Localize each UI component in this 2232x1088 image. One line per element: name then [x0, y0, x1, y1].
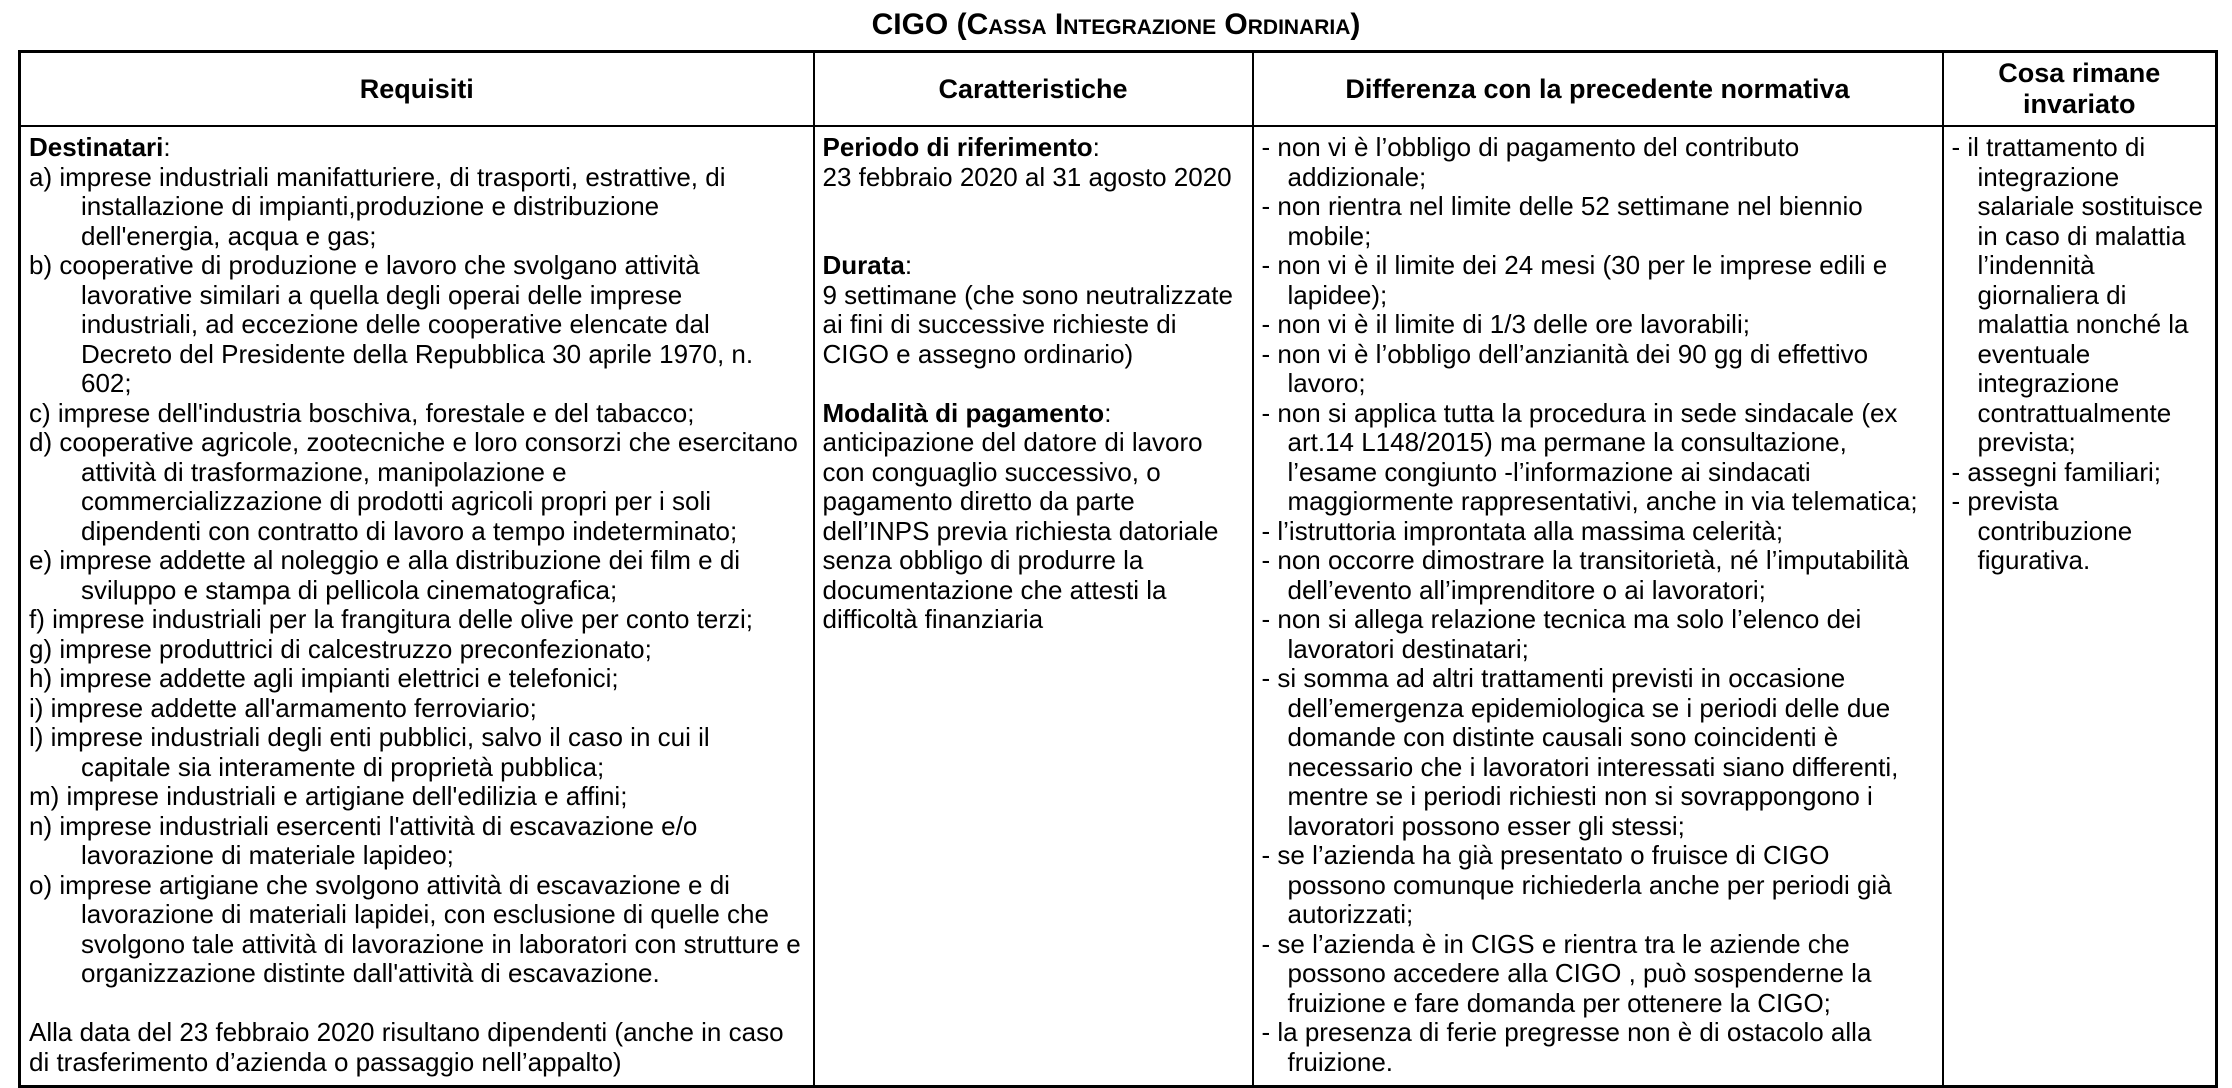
requisiti-heading — [29, 133, 805, 163]
section-periodo-colon: : — [1092, 132, 1100, 162]
differenza-item: - non si allega relazione tecnica ma solo l’elenco dei lavoratori destinatari; — [1261, 604, 1862, 664]
requisiti-item-d: d) cooperative agricole, zootecniche e loro consorzi che esercitano attività di trasformazione, manipolazione e commercializzazione di prodotti agricoli propri per i soli dipendenti con contratto di lavoro a tempo indeterminato; — [29, 427, 798, 546]
requisiti-item-b: b) cooperative di produzione e lavoro che svolgano attività lavorative similari a quella degli operai delle imprese industriali, ad eccezione delle cooperative elencate dal Decreto del Presidente della Repubblica 30 aprile 1970, n. 602; — [29, 250, 754, 398]
section-pagamento — [823, 399, 1244, 635]
requisiti-item-n: n) imprese industriali esercenti l'attività di escavazione e/o lavorazione di materiale lapideo; — [29, 810, 698, 870]
invariato-item: - assegni familiari; — [1951, 456, 2162, 487]
section-pagamento-colon: : — [1104, 397, 1112, 428]
cell-invariato — [1943, 126, 2217, 1087]
cell-caratteristiche — [814, 126, 1253, 1087]
column-header-caratteristiche: Caratteristiche — [814, 52, 1253, 127]
section-pagamento-text: anticipazione del datore di lavoro con conguaglio successivo, o pagamento diretto da parte dell’INPS previa richiesta datoriale senza obbligo di produrre la documentazione che attesti la difficoltà finanziaria — [822, 427, 1219, 634]
differenza-item: - non si applica tutta la procedura in sede sindacale (ex art.14 L148/2015) ma permane la consultazione, l’esame congiunto -l’informazione ai sindacati maggiormente rappresentativi, anche in via telematica; — [1261, 397, 1918, 516]
differenza-item: - se l’azienda ha già presentato o fruisce di CIGO possono comunque richiederla anche per periodi già autorizzati; — [1261, 840, 1892, 929]
section-durata-label: Durata — [822, 250, 905, 280]
requisiti-heading-label: Destinatari — [29, 132, 164, 162]
requisiti-footer: Alla data del 23 febbraio 2020 risultano dipendenti (anche in caso di trasferimento d’azienda o passaggio nell’appalto) — [29, 1017, 784, 1077]
requisiti-item-e: e) imprese addette al noleggio e alla distribuzione dei film e di sviluppo e stampa di pellicola cinematografica; — [29, 545, 741, 605]
differenza-item: - non vi è il limite dei 24 mesi (30 per le imprese edili e lapidee); — [1261, 250, 1888, 310]
differenza-item: - non vi è l’obbligo dell’anzianità dei 90 gg di effettivo lavoro; — [1261, 338, 1869, 398]
section-durata-heading — [823, 251, 1244, 281]
differenza-item: - non vi è l’obbligo di pagamento del contributo addizionale; — [1261, 132, 1800, 192]
page-title — [0, 0, 2232, 43]
differenza-item: - non vi è il limite di 1/3 delle ore lavorabili; — [1261, 309, 1750, 339]
invariato-item: - il trattamento di integrazione salariale sostituisce in caso di malattia l’indennità giornaliera di malattia nonché la eventuale integrazione contrattualmente prevista; — [1951, 132, 2203, 457]
requisiti-item-m: m) imprese industriali e artigiane dell'edilizia e affini; — [29, 781, 628, 811]
requisiti-heading-colon: : — [163, 132, 171, 162]
section-pagamento-label: Modalità di pagamento — [822, 397, 1105, 428]
differenza-item: - non rientra nel limite delle 52 settimane nel biennio mobile; — [1261, 191, 1863, 251]
section-durata — [823, 251, 1244, 369]
differenza-item: - l’istruttoria improntata alla massima celerità; — [1261, 515, 1784, 546]
requisiti-item-i: i) imprese addette all'armamento ferroviario; — [29, 692, 537, 723]
section-periodo-text: 23 febbraio 2020 al 31 agosto 2020 — [822, 161, 1232, 192]
section-durata-colon: : — [904, 250, 913, 280]
table-header-row — [20, 52, 2217, 127]
section-periodo — [823, 133, 1244, 192]
cigo-table — [18, 50, 2218, 1088]
column-header-differenza: Differenza con la precedente normativa — [1253, 52, 1943, 127]
section-pagamento-heading — [823, 399, 1244, 429]
requisiti-item-o: o) imprese artigiane che svolgono attività di escavazione e di lavorazione di materiali lapidei, con esclusione di quelle che svolgono tale attività di lavorazione in laboratori con strutture e organizzazione distinte dall'attività di escavazione. — [29, 869, 801, 988]
section-periodo-heading — [823, 133, 1244, 163]
differenza-item: - non occorre dimostrare la transitorietà, né l’imputabilità dell’evento all’imprenditore o ai lavoratori; — [1261, 545, 1909, 605]
column-header-invariato: Cosa rimane invariato — [1943, 52, 2217, 127]
invariato-item: - prevista contribuzione figurativa. — [1951, 486, 2133, 575]
section-periodo-label: Periodo di riferimento — [822, 132, 1093, 162]
cell-differenza — [1253, 126, 1943, 1087]
differenza-item: - si somma ad altri trattamenti previsti in occasione dell’emergenza epidemiologica se i periodi delle due domande con distinte causali sono coincidenti è necessario che i lavoratori interessati siano differenti, mentre se i periodi richiesti non si sovrappongono i lavoratori possono esser gli stessi; — [1261, 663, 1899, 841]
page-title-smallcaps: Cassa Integrazione Ordinaria) — [966, 8, 1361, 41]
differenza-item: - la presenza di ferie pregresse non è di ostacolo alla fruizione. — [1261, 1017, 1872, 1077]
section-durata-text: 9 settimane (che sono neutralizzate ai fini di successive richieste di CIGO e assegno ordinario) — [822, 279, 1233, 369]
column-header-requisiti: Requisiti — [20, 52, 814, 127]
cell-requisiti — [20, 126, 814, 1087]
requisiti-item-g: g) imprese produttrici di calcestruzzo preconfezionato; — [29, 633, 652, 664]
requisiti-item-f: f) imprese industriali per la frangitura delle olive per conto terzi; — [29, 604, 754, 634]
differenza-item: - se l’azienda è in CIGS e rientra tra le aziende che possono accedere alla CIGO , può sospenderne la fruizione e fare domanda per ottenere la CIGO; — [1261, 928, 1872, 1018]
table-body-row — [20, 126, 2217, 1087]
requisiti-item-c: c) imprese dell'industria boschiva, forestale e del tabacco; — [29, 397, 695, 428]
page-title-prefix: CIGO ( — [871, 8, 967, 41]
requisiti-item-a: a) imprese industriali manifatturiere, di trasporti, estrattive, di installazione di impianti,produzione e distribuzione dell'energia, acqua e gas; — [29, 161, 726, 251]
requisiti-item-l: l) imprese industriali degli enti pubblici, salvo il caso in cui il capitale sia interamente di proprietà pubblica; — [29, 722, 710, 782]
requisiti-item-h: h) imprese addette agli impianti elettrici e telefonici; — [29, 663, 619, 693]
